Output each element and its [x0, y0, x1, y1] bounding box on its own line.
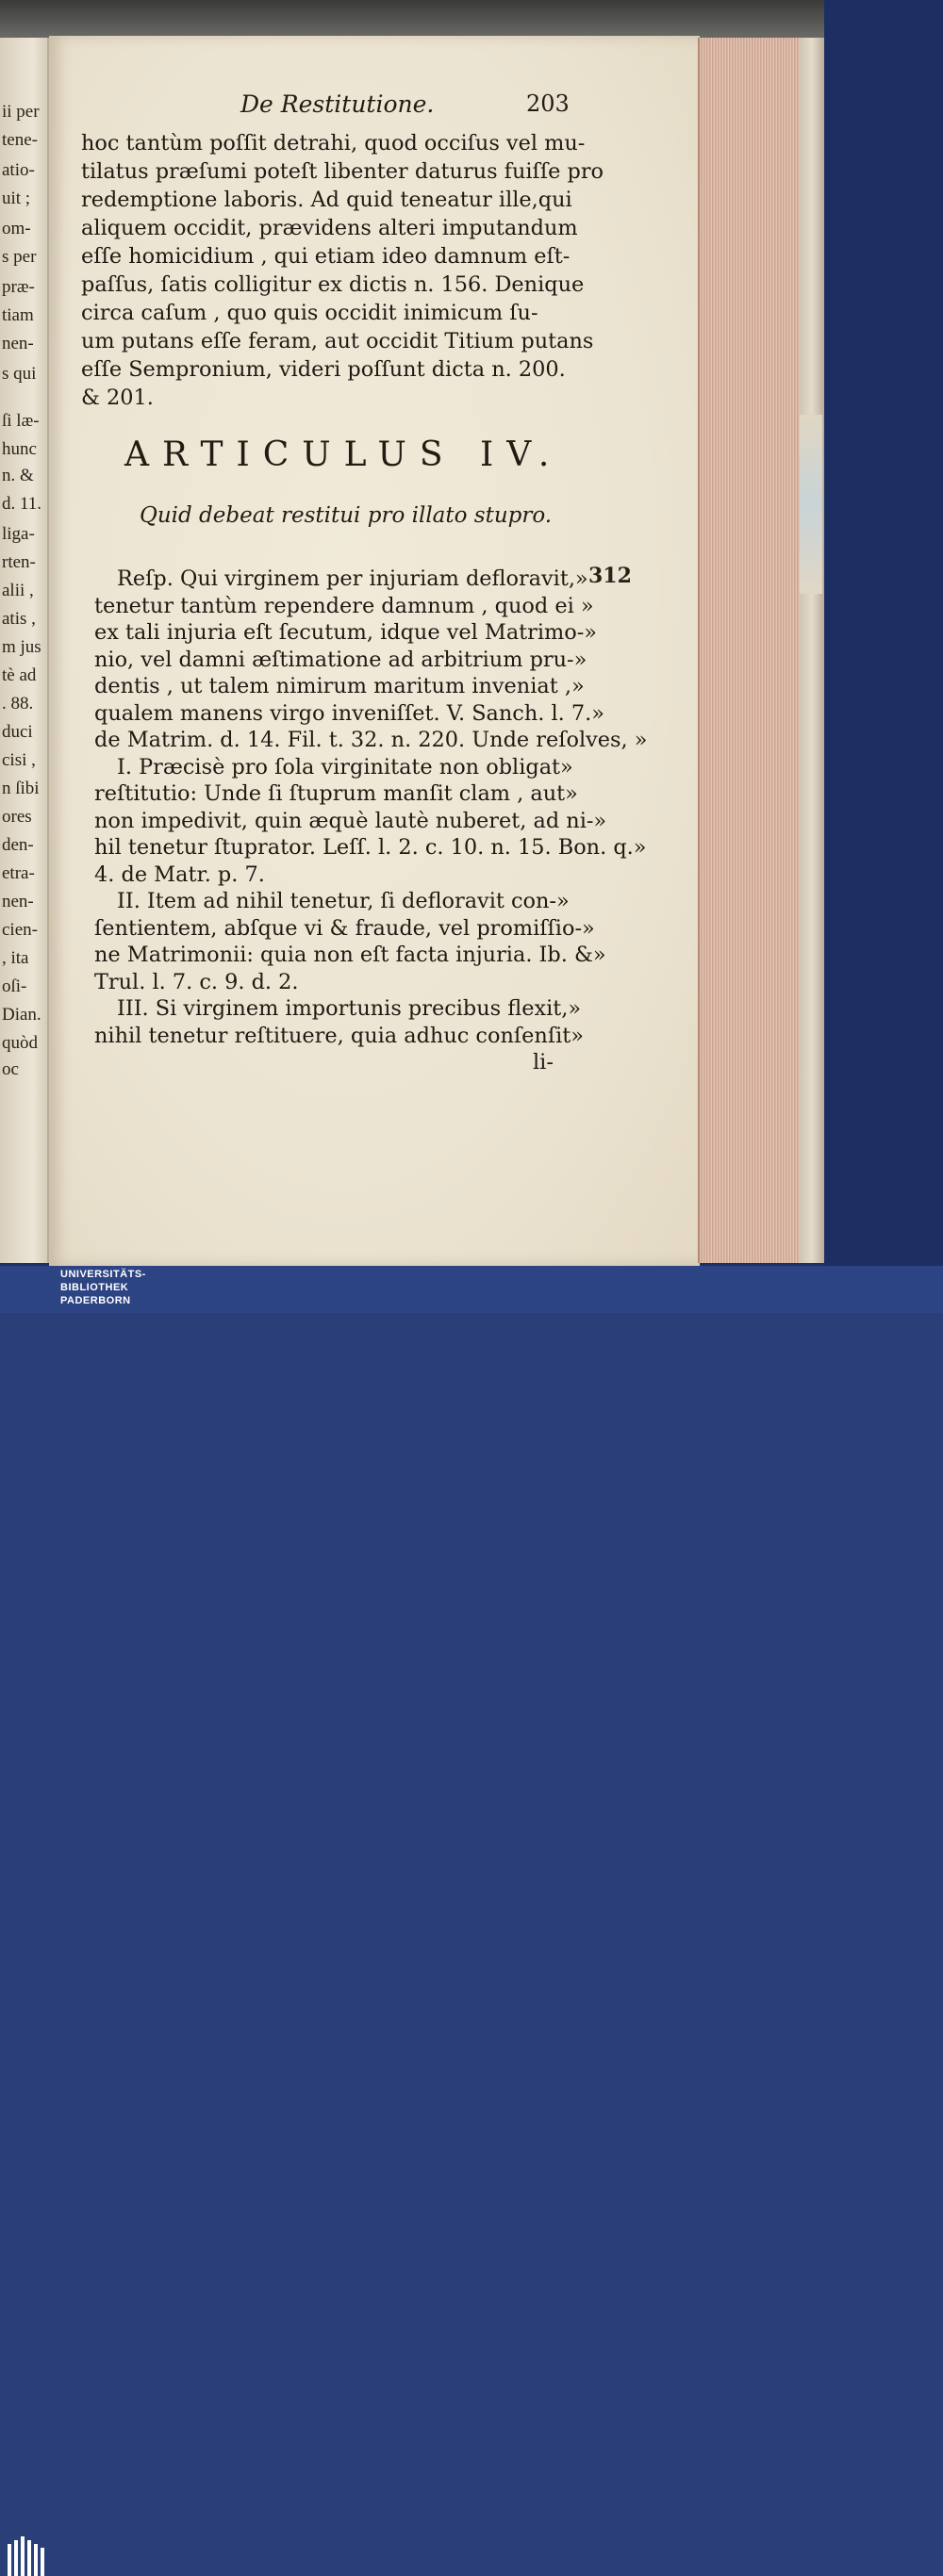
previous-page-line: cien- [2, 920, 38, 940]
previous-page-line: , ita [2, 948, 29, 968]
previous-page-line: d. 11. [2, 494, 42, 514]
spine-label [800, 415, 822, 594]
library-logo-icon [8, 2535, 55, 2576]
body-line: eſſe Sempronium, videri poſſunt dicta n. 200. [81, 357, 566, 382]
previous-page-line: alii , [2, 581, 34, 600]
previous-page-line: oc [2, 1059, 19, 1079]
response-line: ſentientem, abſque vi & fraude, vel promiſſio-» [94, 915, 595, 941]
response-line: I. Præcisè pro ſola virginitate non obligat» [117, 754, 573, 779]
previous-page-line: ii per [2, 102, 40, 122]
response-line: de Matrim. d. 14. Fil. t. 32. n. 220. Unde reſolves, » [94, 728, 648, 752]
body-line: redemptione laboris. Ad quid teneatur ille,qui [81, 188, 572, 212]
body-line: tilatus præſumi poteſt libenter daturus fuiſſe pro [81, 159, 604, 184]
response-line: ex tali injuria eſt ſecutum, idque vel Matrimo-» [94, 620, 598, 645]
library-name-line-3: PADERBORN [60, 1295, 131, 1306]
book-top-edge [0, 0, 943, 38]
page-fore-edge [698, 38, 803, 1263]
previous-page-line: atio- [2, 160, 35, 180]
previous-page-line: tè ad [2, 665, 37, 685]
previous-page-line: uit ; [2, 189, 31, 208]
response-line: nihil tenetur reſtituere, quia adhuc conſenſit» [94, 1023, 584, 1048]
previous-page-line: oſi- [2, 976, 27, 996]
body-line: eſſe homicidium , qui etiam ideo damnum eſt- [81, 244, 571, 269]
page-number: 203 [526, 90, 570, 117]
previous-page-line: . 88. [2, 694, 34, 714]
response-line: nio, vel damni æſtimatione ad arbitrium pru-» [94, 647, 587, 672]
previous-page-line: Dian. [2, 1005, 41, 1025]
response-line: dentis , ut talem nimirum maritum inveniat ,» [94, 674, 585, 698]
body-line: hoc tantùm poſſit detrahi, quod occiſus vel mu- [81, 131, 586, 156]
previous-page-fragment [0, 38, 49, 1263]
previous-page-line: præ- [2, 277, 35, 297]
response-line: li- [533, 1050, 554, 1075]
library-name-line-2: BIBLIOTHEK [60, 1282, 129, 1293]
response-line: Trul. l. 7. c. 9. d. 2. [94, 969, 299, 994]
previous-page-line: tene- [2, 130, 38, 150]
previous-page-line: s qui [2, 364, 37, 384]
response-line: ne Matrimonii: quia non eſt facta injuria. Ib. &» [94, 943, 606, 967]
previous-page-line: m jus [2, 637, 41, 657]
previous-page-line: tiam [2, 305, 34, 325]
article-heading: ARTICULUS IV. [124, 435, 563, 474]
response-line: II. Item ad nihil tenetur, ſi defloravit con-» [117, 889, 570, 913]
body-line: aliquem occidit, prævidens alteri imputandum [81, 216, 578, 240]
response-line: III. Si virginem importunis precibus flexit,» [117, 996, 582, 1021]
library-name-line-1: UNIVERSITÄTS- [60, 1269, 146, 1280]
previous-page-line: nen- [2, 892, 34, 911]
scan-background [824, 0, 943, 1266]
previous-page-line: cisi , [2, 750, 36, 770]
response-line: Reſp. Qui virginem per injuriam defloravit,» [117, 566, 588, 591]
book-cover-edge [800, 38, 824, 1263]
response-line: qualem manens virgo inveniſſet. V. Sanch. l. 7.» [94, 700, 604, 726]
book-scan [0, 0, 943, 1266]
previous-page-line: etra- [2, 863, 35, 883]
response-line: hil tenetur ſtuprator. Leſſ. l. 2. c. 10. n. 15. Bon. q.» [94, 835, 647, 860]
library-footer [0, 1266, 943, 1313]
body-line: circa caſum , quo quis occidit inimicum ſu- [81, 301, 538, 325]
body-line: um putans eſſe feram, aut occidit Titium putans [81, 329, 594, 353]
response-line: non impedivit, quin æquè lautè nuberet, ad ni-» [94, 808, 607, 833]
previous-page-line: hunc [2, 439, 37, 459]
response-line: reſtitutio: Unde ſi ſtuprum manſit clam , aut» [94, 781, 578, 806]
response-line: 4. de Matr. p. 7. [94, 861, 265, 887]
previous-page-line: duci [2, 722, 33, 742]
margin-number: 312 [588, 564, 632, 588]
previous-page-line: ſi læ- [2, 411, 40, 431]
previous-page-line: atis , [2, 609, 36, 629]
previous-page-line: liga- [2, 524, 35, 544]
previous-page-line: den- [2, 835, 34, 855]
previous-page-line: n ſibi [2, 779, 40, 798]
previous-page-line: ores [2, 807, 32, 827]
response-line: tenetur tantùm rependere damnum , quod ei » [94, 593, 594, 618]
article-subheading: Quid debeat restitui pro illato stupro. [140, 503, 553, 528]
body-line: & 201. [81, 386, 154, 410]
previous-page-line: quòd [2, 1033, 38, 1053]
previous-page-line: om- [2, 219, 31, 238]
body-line: paſſus, ſatis colligitur ex dictis n. 156. Denique [81, 272, 585, 297]
previous-page-line: s per [2, 247, 37, 267]
previous-page-line: n. & [2, 466, 34, 485]
previous-page-line: rten- [2, 552, 36, 572]
previous-page-line: nen- [2, 334, 34, 353]
running-head: De Restitutione. [240, 90, 435, 118]
